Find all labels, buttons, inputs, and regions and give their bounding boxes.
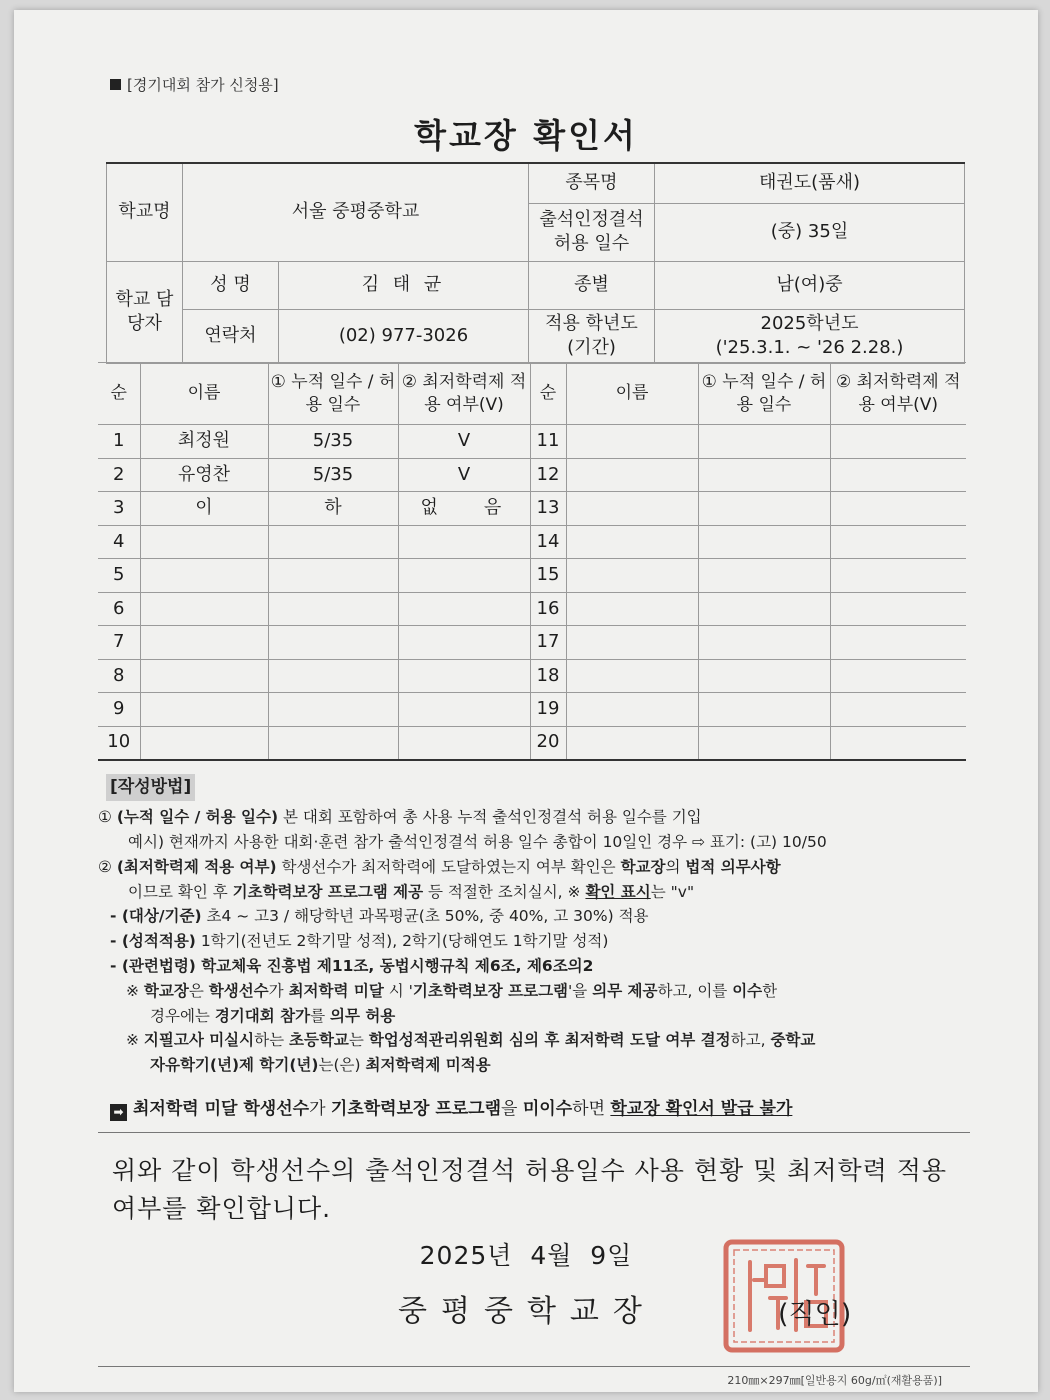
header-applied-2: ② 최저학력제 적용 여부(V) [830, 363, 966, 425]
header-name: 이름 [140, 363, 268, 425]
event-value: 태권도(품새) [655, 163, 965, 203]
student-days [268, 559, 398, 593]
issuance-notice: ➡ 최저학력 미달 학생선수가 기초학력보장 프로그램을 미이수하면 학교장 확인서 발급 불가 [110, 1094, 970, 1121]
student-name: 최정원 [140, 425, 268, 459]
school-info-table [106, 162, 965, 364]
student-name [566, 693, 698, 727]
student-name: 이 [140, 492, 268, 526]
student-days [268, 592, 398, 626]
row-no: 6 [98, 592, 140, 626]
method-item-2-cont: 이므로 확인 후 기초학력보장 프로그램 제공 등 적절한 조치실시, ※ 확인 표시는 "v" [128, 882, 695, 901]
confirmation-text: 위와 같이 학생선수의 출석인정결석 허용일수 사용 현황 및 최저학력 적용 여부를 확인합니다. [112, 1156, 948, 1223]
school-value: 서울 중평중학교 [183, 163, 529, 261]
document-title: 학교장 확인서 [414, 116, 638, 155]
writing-method [98, 774, 978, 1078]
allowed-days-label: 출석인정결석 허용 일수 [529, 203, 655, 261]
student-applied [830, 492, 966, 526]
manager-label: 학교 담당자 [107, 261, 183, 363]
method-item-1: ① (누적 일수 / 허용 일수) 본 대회 포함하여 총 사용 누적 출석인정결석 허용 일수를 기입 [98, 808, 702, 827]
year-value: 2025학년도 [760, 312, 859, 334]
row-no: 10 [98, 726, 140, 760]
allowed-days-value: (중) 35일 [655, 203, 965, 261]
student-name [566, 458, 698, 492]
table-header-row [98, 363, 966, 425]
table-row [98, 592, 966, 626]
row-no: 18 [530, 659, 566, 693]
student-days [698, 492, 830, 526]
row-no: 7 [98, 626, 140, 660]
student-days [268, 726, 398, 760]
student-days: 5/35 [268, 425, 398, 459]
row-no: 13 [530, 492, 566, 526]
table-row [98, 626, 966, 660]
student-days [268, 659, 398, 693]
header-no-2: 순 [530, 363, 566, 425]
method-note-1: ※ 학교장은 학생선수가 최저학력 미달 시 '기초학력보장 프로그램'을 의무 제공하고, 이를 이수한 [126, 981, 778, 1000]
student-name [566, 525, 698, 559]
table-row [98, 693, 966, 727]
square-bullet-icon [110, 79, 121, 90]
student-applied [830, 693, 966, 727]
student-days [268, 525, 398, 559]
header-no: 순 [98, 363, 140, 425]
school-label: 학교명 [107, 163, 183, 261]
student-days [698, 592, 830, 626]
student-name [140, 525, 268, 559]
student-applied [398, 525, 530, 559]
row-no: 20 [530, 726, 566, 760]
table-row [98, 492, 966, 526]
signer-title: 중평중학교장 [398, 1294, 656, 1329]
student-name [566, 626, 698, 660]
method-example: 예시) 현재까지 사용한 대회·훈련 참가 출석인정결석 허용 일수 총합이 10일인 경우 ⇨ 표기: (고) 10/50 [128, 832, 827, 851]
student-applied [830, 425, 966, 459]
student-applied [830, 458, 966, 492]
row-no: 12 [530, 458, 566, 492]
row-no: 8 [98, 659, 140, 693]
issue-date: 2025년 4월 9일 [419, 1241, 633, 1270]
student-applied [398, 726, 530, 760]
student-applied [830, 659, 966, 693]
table-row [98, 659, 966, 693]
method-detail-grades: - (성적적용) 1학기(전년도 2학기말 성적), 2학기(당해연도 1학기말 성적) [110, 932, 609, 951]
gender-label: 종별 [529, 261, 655, 309]
paper-spec: 210㎜×297㎜[일반용지 60g/㎡(재활용품)] [727, 1374, 942, 1387]
row-no: 19 [530, 693, 566, 727]
row-no: 15 [530, 559, 566, 593]
method-item-2: ② (최저학력제 적용 여부) 학생선수가 최저학력에 도달하였는지 여부 확인은 학교장의 법적 의무사항 [98, 857, 781, 876]
header-applied: ② 최저학력제 적용 여부(V) [398, 363, 530, 425]
year-value-cell [655, 309, 965, 363]
student-name [140, 592, 268, 626]
student-days [698, 726, 830, 760]
row-no: 11 [530, 425, 566, 459]
none-text-b: 음 [483, 497, 502, 519]
student-name [566, 492, 698, 526]
student-applied [398, 559, 530, 593]
student-name [140, 659, 268, 693]
manager-name-label: 성 명 [183, 261, 279, 309]
student-applied [398, 626, 530, 660]
student-name [566, 559, 698, 593]
student-days [698, 525, 830, 559]
row-no: 16 [530, 592, 566, 626]
method-detail-law: - (관련법령) 학교체육 진흥법 제11조, 동법시행규칙 제6조, 제6조의2 [110, 956, 594, 975]
none-text-a: 없 [420, 497, 438, 519]
header-name-2: 이름 [566, 363, 698, 425]
year-label: 적용 학년도 (기간) [529, 309, 655, 363]
student-name [566, 659, 698, 693]
bottom-divider [98, 1366, 970, 1367]
student-days: 하 [268, 492, 398, 526]
student-days [698, 626, 830, 660]
student-applied [398, 592, 530, 626]
student-name [566, 425, 698, 459]
method-detail-target: - (대상/기준) 초4 ~ 고3 / 해당학년 과목평균(초 50%, 중 40%, 고 30%) 적용 [110, 907, 649, 926]
contact-label: 연락처 [183, 309, 279, 363]
divider [98, 1132, 970, 1133]
header-days-2: ① 누적 일수 / 허용 일수 [698, 363, 830, 425]
row-no: 3 [98, 492, 140, 526]
student-list-table [98, 362, 966, 761]
student-name: 유영찬 [140, 458, 268, 492]
student-days [268, 693, 398, 727]
student-name [140, 693, 268, 727]
student-name [566, 592, 698, 626]
student-days [698, 458, 830, 492]
table-row [98, 425, 966, 459]
student-applied [830, 525, 966, 559]
row-no: 9 [98, 693, 140, 727]
arrow-box-icon: ➡ [110, 1104, 127, 1121]
student-applied [398, 693, 530, 727]
table-row [98, 458, 966, 492]
table-row [98, 525, 966, 559]
table-row [98, 726, 966, 760]
student-applied: V [398, 425, 530, 459]
student-name [566, 726, 698, 760]
student-applied [398, 492, 530, 526]
student-days: 5/35 [268, 458, 398, 492]
student-name [140, 626, 268, 660]
method-note-2-cont: 자유학기(년)제 학기(년)는(은) 최저학력제 미적용 [150, 1056, 491, 1075]
row-no: 17 [530, 626, 566, 660]
student-applied [830, 626, 966, 660]
seal-label: (직인) [778, 1299, 852, 1330]
row-no: 4 [98, 525, 140, 559]
event-label: 종목명 [529, 163, 655, 203]
row-no: 14 [530, 525, 566, 559]
student-applied [398, 659, 530, 693]
student-applied [830, 592, 966, 626]
student-applied [830, 726, 966, 760]
header-days: ① 누적 일수 / 허용 일수 [268, 363, 398, 425]
student-applied: V [398, 458, 530, 492]
method-note-2: ※ 지필고사 미실시하는 초등학교는 학업성적관리위원회 심의 후 최저학력 도달 여부 결정하고, 중학교 [126, 1031, 816, 1050]
manager-name-value: 김 태 균 [279, 261, 529, 309]
student-days [698, 559, 830, 593]
student-applied [830, 559, 966, 593]
period-value: ('25.3.1. ~ '26 2.28.) [715, 337, 904, 358]
student-name [140, 726, 268, 760]
contact-value: (02) 977-3026 [279, 309, 529, 363]
row-no: 1 [98, 425, 140, 459]
student-name [140, 559, 268, 593]
table-row [98, 559, 966, 593]
row-no: 2 [98, 458, 140, 492]
method-header: [작성방법] [106, 774, 195, 801]
form-tag: [경기대회 참가 신청용] [110, 74, 279, 95]
row-no: 5 [98, 559, 140, 593]
student-days [698, 693, 830, 727]
gender-value: 남(여)중 [655, 261, 965, 309]
student-days [698, 659, 830, 693]
student-days [268, 626, 398, 660]
student-days [698, 425, 830, 459]
method-note-1-cont: 경우에는 경기대회 참가를 의무 허용 [150, 1006, 396, 1025]
document-page [14, 10, 1038, 1392]
